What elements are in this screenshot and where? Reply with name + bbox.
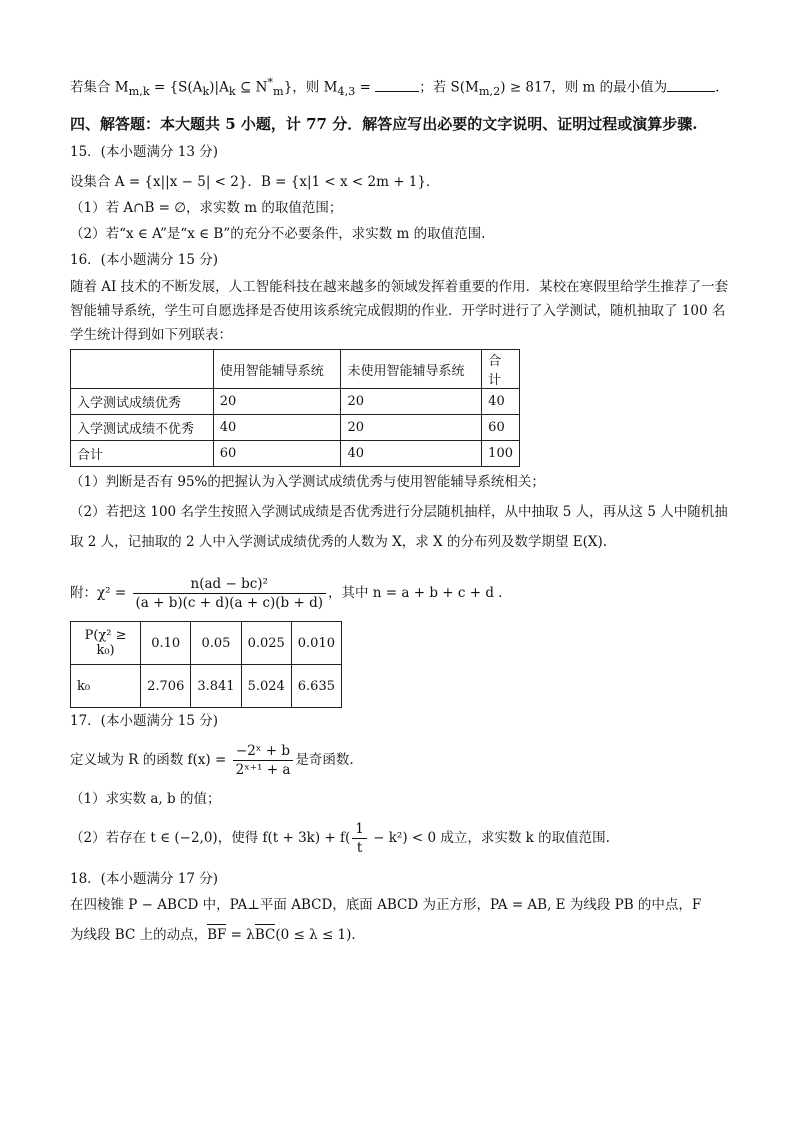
table-cell: 使用智能辅导系统 bbox=[213, 350, 341, 389]
q16-header: 16．(本小题满分 15 分) bbox=[70, 252, 218, 269]
text-span: ) ≥ 817，则 m 的最小值为 bbox=[500, 79, 668, 96]
table-cell: 20 bbox=[213, 389, 341, 415]
text-span: 为线段 BC 上的动点， bbox=[70, 927, 208, 944]
table-cell: 入学测试成绩优秀 bbox=[71, 389, 214, 415]
table-cell: 2.706 bbox=[141, 665, 191, 708]
fraction bbox=[133, 575, 327, 612]
chi-square-formula bbox=[70, 571, 730, 615]
table-cell: 0.025 bbox=[241, 622, 291, 665]
text-span: ，其中 n = a + b + c + d ． bbox=[328, 585, 512, 602]
q17-part2 bbox=[70, 816, 730, 860]
vector-bc: BC bbox=[254, 927, 276, 944]
critical-value-table bbox=[70, 621, 342, 708]
table-cell: 100 bbox=[482, 441, 520, 467]
table-cell: 入学测试成绩不优秀 bbox=[71, 415, 214, 441]
table-cell: 6.635 bbox=[291, 665, 341, 708]
table-cell: 3.841 bbox=[191, 665, 241, 708]
text-span: 是奇函数. bbox=[295, 752, 354, 769]
q15-part2: （2）若“x ∈ A”是“x ∈ B”的充分不必要条件，求实数 m 的取值范围. bbox=[70, 226, 486, 243]
text-span: 若集合 M bbox=[70, 79, 129, 96]
q15-part1: （1）若 A∩B = ∅，求实数 m 的取值范围； bbox=[70, 200, 343, 217]
table-row bbox=[71, 389, 520, 415]
answer-blank[interactable] bbox=[667, 77, 715, 92]
fraction-numerator: 1 bbox=[352, 820, 367, 839]
table-cell: 0.010 bbox=[291, 622, 341, 665]
text-span: (0 ≤ λ ≤ 1)． bbox=[275, 927, 365, 944]
text-span: . bbox=[715, 79, 720, 96]
q17-part1: （1）求实数 a, b 的值； bbox=[70, 791, 221, 808]
table-cell: 0.05 bbox=[191, 622, 241, 665]
text-span: }，则 M bbox=[283, 79, 338, 96]
table-cell: 0.10 bbox=[141, 622, 191, 665]
table-cell: P(χ² ≥ k₀) bbox=[71, 622, 141, 665]
subscript: k bbox=[228, 85, 236, 99]
table-cell: 40 bbox=[341, 441, 482, 467]
text-span: ⊆ N bbox=[235, 79, 268, 96]
q16-part2: （2）若把这 100 名学生按照入学测试成绩是否优秀进行分层随机抽样，从中抽取 5 人，再从这 5 人中随机抽取 2 人，记抽取的 2 人中入学测试成绩优秀的人数为 X，求 X 的分布列及数学期望 E(X). bbox=[70, 504, 728, 551]
table-cell: 40 bbox=[213, 415, 341, 441]
fraction-numerator: −2ˣ + b bbox=[233, 742, 294, 761]
set-question-line: 若集合 $M_{m,k} = \{S(A_k)|A_k$ ⊆ $N^*_m$}，则 $M_{4,3}$ = ；若 $S(M_{m,2}) \ge 817$，则 m 的最小值为 . bbox=[70, 76, 720, 99]
q17-function-def bbox=[70, 738, 730, 782]
text-span: （2）若存在 t ∈ (−2,0)，使得 f(t + 3k) + f( bbox=[70, 830, 351, 847]
q18-line2 bbox=[70, 924, 730, 946]
fraction-denominator: 2ˣ⁺¹ + a bbox=[235, 762, 291, 779]
q16-part1: （1）判断是否有 95%的把握认为入学测试成绩优秀与使用智能辅导系统相关； bbox=[70, 474, 545, 491]
fraction bbox=[352, 820, 367, 857]
table-row bbox=[71, 415, 520, 441]
table-cell: 20 bbox=[341, 415, 482, 441]
subscript: k bbox=[202, 85, 210, 99]
answer-blank[interactable] bbox=[375, 77, 419, 92]
table-cell: 合计 bbox=[482, 350, 520, 389]
fraction-denominator: t bbox=[356, 840, 363, 857]
table-cell: 60 bbox=[482, 415, 520, 441]
table-row bbox=[71, 665, 342, 708]
table-cell: 60 bbox=[213, 441, 341, 467]
vector-bf: BF bbox=[207, 927, 227, 944]
fraction bbox=[233, 742, 294, 779]
table-cell bbox=[71, 350, 214, 389]
text-span: = {S(A bbox=[149, 79, 203, 96]
q15-set-def: 设集合 A = {x||x − 5| < 2}．B = {x|1 < x < 2m + 1}． bbox=[70, 174, 440, 191]
table-cell: 未使用智能辅导系统 bbox=[341, 350, 482, 389]
text-span: )|A bbox=[209, 79, 229, 96]
fraction-denominator: (a + b)(c + d)(a + c)(b + d) bbox=[135, 595, 323, 612]
q17-header: 17．(本小题满分 15 分) bbox=[70, 713, 218, 730]
q15-header: 15．(本小题满分 13 分) bbox=[70, 144, 218, 161]
table-cell: 40 bbox=[482, 389, 520, 415]
table-cell: 合计 bbox=[71, 441, 214, 467]
table-cell: 5.024 bbox=[241, 665, 291, 708]
subscript: m bbox=[273, 85, 284, 99]
subscript: 4,3 bbox=[337, 85, 356, 99]
table-row bbox=[71, 622, 342, 665]
text-span: ；若 S(M bbox=[419, 79, 479, 96]
text-span: − k²) < 0 成立，求实数 k 的取值范围. bbox=[368, 830, 610, 847]
q16-paragraph: 随着 AI 技术的不断发展，人工智能科技在越来越多的领域发挥着重要的作用．某校在寒假里给学生推荐了一套智能辅导系统，学生可自愿选择是否使用该系统完成假期的作业．开学时进行了入学测试，随机抽取了 100 名学生统计得到如下列联表： bbox=[70, 279, 729, 344]
table-cell: k₀ bbox=[71, 665, 141, 708]
table-cell: 20 bbox=[341, 389, 482, 415]
section-title: 四、解答题：本大题共 5 小题，计 77 分．解答应写出必要的文字说明、证明过程或演算步骤. bbox=[70, 115, 698, 134]
text-span: 定义域为 R 的函数 f(x) = bbox=[70, 752, 231, 769]
table-header-row bbox=[71, 350, 520, 389]
text-span: = λ bbox=[226, 927, 255, 944]
fraction-numerator: n(ad − bc)² bbox=[133, 575, 327, 594]
q18-header: 18．(本小题满分 17 分) bbox=[70, 871, 218, 888]
exam-page bbox=[70, 64, 730, 950]
contingency-table bbox=[70, 349, 520, 467]
table-row bbox=[71, 441, 520, 467]
text-span: 附：χ² = bbox=[70, 585, 131, 602]
text-span: = bbox=[355, 79, 376, 96]
subscript: m,2 bbox=[478, 85, 501, 99]
q18-line1: 在四棱锥 P − ABCD 中，PA⊥平面 ABCD，底面 ABCD 为正方形，PA = AB, E 为线段 PB 的中点，F bbox=[70, 897, 702, 914]
subscript: m,k bbox=[128, 85, 150, 99]
